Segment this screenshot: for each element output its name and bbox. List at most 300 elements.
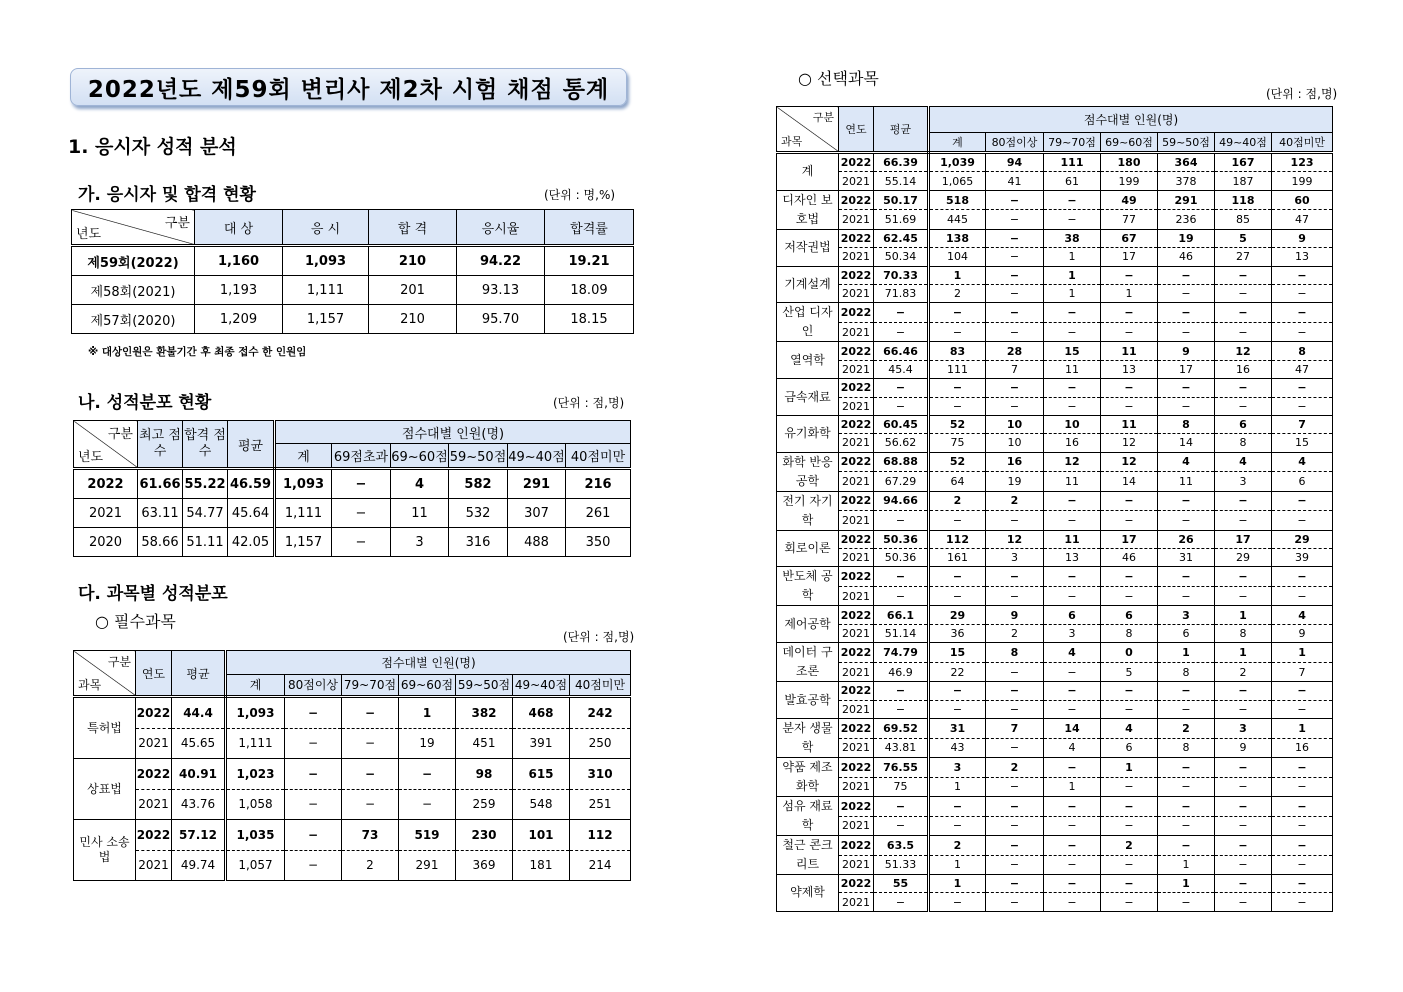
table-cell: 19.21 xyxy=(545,246,634,276)
table-row xyxy=(72,305,634,334)
table-cell: 1,035 xyxy=(226,820,285,851)
table-cell: 18.15 xyxy=(545,305,634,334)
table-cell: 261 xyxy=(566,499,631,528)
table-cell: − xyxy=(1101,797,1158,817)
table-cell: − xyxy=(1158,682,1215,700)
table-cell: − xyxy=(874,816,929,836)
table-cell: 3 xyxy=(1215,472,1272,492)
subject-name: 섬유 재료학 xyxy=(777,797,839,836)
table-cell: 364 xyxy=(1158,153,1215,172)
table-cell: 8 xyxy=(1158,738,1215,758)
subject-name: 분자 생물학 xyxy=(777,719,839,758)
row-label: 제59회(2022) xyxy=(72,246,195,276)
table-cell: − xyxy=(1215,397,1272,415)
year-cell: 2022 xyxy=(839,452,874,472)
table-cell: 1 xyxy=(1044,284,1101,302)
table-cell: − xyxy=(1044,586,1101,606)
table-row xyxy=(777,682,1333,700)
year-cell: 2022 xyxy=(839,719,874,739)
table-cell: 291 xyxy=(1158,190,1215,210)
table-cell: − xyxy=(1158,567,1215,587)
table-cell: − xyxy=(1215,758,1272,778)
table-row xyxy=(74,499,631,528)
table-cell: − xyxy=(1044,682,1101,700)
table-cell: − xyxy=(1272,322,1333,342)
table-cell: − xyxy=(1044,875,1101,893)
table-cell: − xyxy=(285,789,342,820)
table-cell: 64 xyxy=(929,472,986,492)
year-cell: 2021 xyxy=(839,624,874,642)
group-header: 점수대별 인원(명) xyxy=(275,421,631,444)
table-cell: 104 xyxy=(929,248,986,266)
table-cell: − xyxy=(1215,682,1272,700)
table-cell: 468 xyxy=(513,697,570,729)
header-cell: 평균 xyxy=(874,107,929,153)
table-cell: 1,057 xyxy=(226,850,285,881)
table-cell: − xyxy=(929,797,986,817)
table-row xyxy=(777,875,1333,893)
year-cell: 2021 xyxy=(839,397,874,415)
subject-name: 디자인 보호법 xyxy=(777,190,839,229)
year-cell: 2022 xyxy=(136,697,172,729)
table-cell: 47 xyxy=(1272,210,1333,230)
table-cell: 518 xyxy=(929,190,986,210)
table-cell: − xyxy=(1044,397,1101,415)
table-cell: − xyxy=(1215,875,1272,893)
table-cell: − xyxy=(399,789,456,820)
table-row xyxy=(777,567,1333,587)
table-cell: 1 xyxy=(929,875,986,893)
table-cell: − xyxy=(1101,586,1158,606)
year-cell: 2021 xyxy=(839,172,874,190)
table-cell: − xyxy=(986,738,1044,758)
group-header: 점수대별 인원(명) xyxy=(226,651,631,675)
year-cell: 2021 xyxy=(839,511,874,531)
year-cell: 2022 xyxy=(839,758,874,778)
subject-name: 철근 콘크리트 xyxy=(777,836,839,875)
table-cell: 13 xyxy=(1101,360,1158,378)
header-cell: 79~70점 xyxy=(1044,132,1101,152)
table-cell: 94 xyxy=(986,153,1044,172)
table-cell: 27 xyxy=(1215,248,1272,266)
row-label: 제58회(2021) xyxy=(72,276,195,305)
table-cell: 2 xyxy=(929,836,986,856)
table-cell: 66.46 xyxy=(874,342,929,360)
subject-name: 산업 디자인 xyxy=(777,303,839,342)
table-cell: − xyxy=(285,759,342,790)
header-cell: 합 격 xyxy=(369,210,457,246)
table-cell: 28 xyxy=(986,342,1044,360)
table-cell: 3 xyxy=(391,528,449,557)
table-cell: 250 xyxy=(570,728,631,759)
subject-name: 전기 자기학 xyxy=(777,491,839,530)
header-cell: 응시율 xyxy=(457,210,545,246)
table-row xyxy=(777,586,1333,606)
table-cell: 1 xyxy=(1215,606,1272,624)
score-distribution-table xyxy=(73,420,631,557)
table-cell: − xyxy=(986,893,1044,911)
table-cell: 1,111 xyxy=(275,499,332,528)
year-cell: 2021 xyxy=(839,322,874,342)
section-a-heading: 가. 응시자 및 합격 현황 xyxy=(78,185,256,205)
table-cell: − xyxy=(332,469,391,499)
subject-name: 민사 소송법 xyxy=(74,820,136,881)
table-cell: 167 xyxy=(1215,153,1272,172)
table-cell: 67 xyxy=(1101,229,1158,247)
table-row xyxy=(74,789,631,820)
year-cell: 2022 xyxy=(839,606,874,624)
table-cell: 2 xyxy=(1101,836,1158,856)
section-a-note: ※ 대상인원은 환불기간 후 최종 접수 한 인원임 xyxy=(88,346,307,358)
table-cell: − xyxy=(986,797,1044,817)
table-cell: 230 xyxy=(456,820,513,851)
table-cell: 1,093 xyxy=(283,246,369,276)
table-cell: − xyxy=(1215,266,1272,284)
table-cell: − xyxy=(929,893,986,911)
header-cell: 40점미만 xyxy=(1272,132,1333,152)
table-cell: 1,058 xyxy=(226,789,285,820)
table-cell: − xyxy=(342,697,399,729)
table-row xyxy=(74,850,631,881)
table-cell: − xyxy=(1215,816,1272,836)
table-cell: − xyxy=(1272,777,1333,797)
header-cell: 계 xyxy=(929,132,986,152)
table-cell: 63.11 xyxy=(138,499,183,528)
table-cell: − xyxy=(1158,797,1215,817)
table-cell: − xyxy=(1044,511,1101,531)
header-cell: 59~50점 xyxy=(456,674,513,697)
year-cell: 2022 xyxy=(839,153,874,172)
table-cell: 51.69 xyxy=(874,210,929,230)
year-cell: 2022 xyxy=(839,567,874,587)
table-cell: 291 xyxy=(399,850,456,881)
table-cell: − xyxy=(1158,777,1215,797)
header-cell: 69~60점 xyxy=(391,444,449,469)
table-cell: 56.62 xyxy=(874,434,929,452)
section-d-unit: (단위 : 점,명) xyxy=(1266,87,1338,101)
table-cell: 36 xyxy=(929,624,986,642)
table-cell: 112 xyxy=(929,530,986,548)
table-cell: − xyxy=(1101,700,1158,718)
table-cell: 187 xyxy=(1215,172,1272,190)
table-cell: 11 xyxy=(391,499,449,528)
year-cell: 2021 xyxy=(136,789,172,820)
table-cell: − xyxy=(1215,777,1272,797)
table-cell: 3 xyxy=(1215,719,1272,739)
table-cell: 66.1 xyxy=(874,606,929,624)
year-cell: 2022 xyxy=(839,342,874,360)
year-cell: 2021 xyxy=(839,360,874,378)
table-cell: 1 xyxy=(929,855,986,875)
table-cell: 210 xyxy=(369,305,457,334)
table-cell: 9 xyxy=(986,606,1044,624)
subject-name: 회로이론 xyxy=(777,530,839,567)
table-cell: − xyxy=(1158,397,1215,415)
year-cell: 2022 xyxy=(839,379,874,397)
table-cell: − xyxy=(1272,700,1333,718)
year-cell: 2021 xyxy=(839,434,874,452)
year-cell: 2021 xyxy=(839,738,874,758)
table-cell: − xyxy=(1272,797,1333,817)
table-cell: − xyxy=(1044,322,1101,342)
table-cell: 1,111 xyxy=(283,276,369,305)
applicant-status-table xyxy=(71,209,634,334)
table-cell: − xyxy=(1044,210,1101,230)
subject-name: 특허법 xyxy=(74,697,136,759)
table-cell: 2 xyxy=(342,850,399,881)
row-label: 2022 xyxy=(74,469,138,499)
table-cell: 1 xyxy=(1215,643,1272,663)
table-cell: 9 xyxy=(1215,738,1272,758)
header-cell: 49~40점 xyxy=(513,674,570,697)
section-a-unit: (단위 : 명,%) xyxy=(544,188,616,202)
table-cell: − xyxy=(1272,491,1333,511)
table-row xyxy=(777,229,1333,247)
table-cell: 61 xyxy=(1044,172,1101,190)
table-cell: 111 xyxy=(929,360,986,378)
table-cell: − xyxy=(1101,322,1158,342)
table-cell: 532 xyxy=(449,499,508,528)
table-row xyxy=(777,893,1333,911)
table-cell: 3 xyxy=(929,758,986,778)
year-cell: 2022 xyxy=(839,875,874,893)
table-cell: 93.13 xyxy=(457,276,545,305)
table-cell: 31 xyxy=(1158,549,1215,567)
table-cell: 44.4 xyxy=(172,697,226,729)
table-cell: 10 xyxy=(986,415,1044,433)
table-cell: − xyxy=(1044,379,1101,397)
table-cell: 2 xyxy=(1215,662,1272,682)
table-cell: − xyxy=(1101,511,1158,531)
table-cell: 66.39 xyxy=(874,153,929,172)
table-cell: 138 xyxy=(929,229,986,247)
table-cell: 45.64 xyxy=(228,499,275,528)
header-cell: 대 상 xyxy=(195,210,283,246)
table-cell: 68.88 xyxy=(874,452,929,472)
table-cell: − xyxy=(986,816,1044,836)
table-cell: 316 xyxy=(449,528,508,557)
table-cell: 55.14 xyxy=(874,172,929,190)
year-cell: 2022 xyxy=(839,530,874,548)
section-1-heading: 1. 응시자 성적 분석 xyxy=(68,136,237,158)
table-cell: − xyxy=(332,499,391,528)
table-cell: 2 xyxy=(986,491,1044,511)
table-cell: − xyxy=(1044,491,1101,511)
table-cell: 17 xyxy=(1215,530,1272,548)
header-cell: 49~40점 xyxy=(508,444,566,469)
table-cell: − xyxy=(285,820,342,851)
year-cell: 2021 xyxy=(839,284,874,302)
table-cell: 1 xyxy=(399,697,456,729)
table-row xyxy=(777,816,1333,836)
table-cell: 2 xyxy=(929,491,986,511)
table-cell: 9 xyxy=(1272,229,1333,247)
table-cell: − xyxy=(986,322,1044,342)
table-row xyxy=(74,528,631,557)
year-cell: 2022 xyxy=(839,643,874,663)
table-row xyxy=(777,719,1333,739)
table-row xyxy=(777,342,1333,360)
table-cell: − xyxy=(986,682,1044,700)
table-cell: − xyxy=(1158,491,1215,511)
table-cell: − xyxy=(1158,836,1215,856)
header-cell: 80점이상 xyxy=(986,132,1044,152)
table-cell: − xyxy=(342,759,399,790)
table-cell: − xyxy=(1215,491,1272,511)
table-cell: 55 xyxy=(874,875,929,893)
table-cell: 12 xyxy=(1215,342,1272,360)
table-cell: − xyxy=(1215,511,1272,531)
year-cell: 2022 xyxy=(839,836,874,856)
table-cell: 3 xyxy=(986,549,1044,567)
table-cell: − xyxy=(929,816,986,836)
table-cell: − xyxy=(1044,303,1101,323)
year-cell: 2022 xyxy=(839,266,874,284)
table-cell: − xyxy=(1215,586,1272,606)
table-cell: − xyxy=(1158,816,1215,836)
table-cell: 39 xyxy=(1272,549,1333,567)
subject-name: 데이터 구조론 xyxy=(777,643,839,682)
table-cell: 7 xyxy=(1272,662,1333,682)
table-cell: 1 xyxy=(1101,284,1158,302)
table-cell: 13 xyxy=(1044,549,1101,567)
table-row xyxy=(777,662,1333,682)
table-corner: 구분 년도 xyxy=(74,421,138,469)
table-cell: 83 xyxy=(929,342,986,360)
table-cell: − xyxy=(1272,303,1333,323)
table-cell: 60 xyxy=(1272,190,1333,210)
table-cell: − xyxy=(1101,303,1158,323)
table-cell: − xyxy=(874,700,929,718)
table-cell: 49 xyxy=(1101,190,1158,210)
table-cell: 1,157 xyxy=(275,528,332,557)
table-row xyxy=(777,266,1333,284)
subject-name: 약품 제조화학 xyxy=(777,758,839,797)
table-cell: − xyxy=(1158,303,1215,323)
table-cell: 50.17 xyxy=(874,190,929,210)
table-cell: 1 xyxy=(1044,248,1101,266)
subject-name: 발효공학 xyxy=(777,682,839,719)
table-cell: − xyxy=(929,511,986,531)
table-row xyxy=(74,697,631,729)
year-cell: 2022 xyxy=(136,820,172,851)
table-cell: − xyxy=(1272,284,1333,302)
table-cell: − xyxy=(1101,875,1158,893)
table-row xyxy=(777,797,1333,817)
table-cell: 519 xyxy=(399,820,456,851)
table-cell: − xyxy=(1101,567,1158,587)
table-cell: 1,157 xyxy=(283,305,369,334)
table-cell: 210 xyxy=(369,246,457,276)
table-cell: 1,065 xyxy=(929,172,986,190)
table-cell: − xyxy=(1272,379,1333,397)
table-cell: − xyxy=(1215,836,1272,856)
year-cell: 2021 xyxy=(839,248,874,266)
table-cell: 4 xyxy=(1215,452,1272,472)
table-cell: 1,111 xyxy=(226,728,285,759)
table-cell: 112 xyxy=(570,820,631,851)
table-row xyxy=(777,624,1333,642)
required-subjects-table xyxy=(73,650,631,881)
table-cell: 57.12 xyxy=(172,820,226,851)
table-cell: 49.74 xyxy=(172,850,226,881)
table-cell: − xyxy=(1101,397,1158,415)
table-cell: 18.09 xyxy=(545,276,634,305)
table-cell: 75 xyxy=(874,777,929,797)
table-cell: − xyxy=(1158,893,1215,911)
table-cell: 29 xyxy=(1215,549,1272,567)
year-cell: 2021 xyxy=(839,777,874,797)
year-cell: 2021 xyxy=(839,816,874,836)
table-cell: 54.77 xyxy=(183,499,228,528)
table-cell: − xyxy=(1101,379,1158,397)
table-cell: 10 xyxy=(986,434,1044,452)
table-row xyxy=(777,153,1333,172)
table-cell: 4 xyxy=(391,469,449,499)
table-cell: − xyxy=(1044,700,1101,718)
table-cell: − xyxy=(342,728,399,759)
table-cell: 3 xyxy=(1158,606,1215,624)
table-row xyxy=(777,855,1333,875)
year-cell: 2022 xyxy=(839,190,874,210)
table-cell: 451 xyxy=(456,728,513,759)
table-cell: 51.11 xyxy=(183,528,228,557)
table-row xyxy=(777,452,1333,472)
table-cell: 4 xyxy=(1044,643,1101,663)
header-cell: 69~60점 xyxy=(1101,132,1158,152)
table-cell: 548 xyxy=(513,789,570,820)
header-cell: 평균 xyxy=(172,651,226,697)
table-cell: − xyxy=(1272,682,1333,700)
table-cell: 5 xyxy=(1215,229,1272,247)
table-cell: 95.70 xyxy=(457,305,545,334)
table-row xyxy=(777,322,1333,342)
table-cell: − xyxy=(874,303,929,323)
table-cell: 251 xyxy=(570,789,631,820)
table-cell: − xyxy=(1272,567,1333,587)
table-cell: 22 xyxy=(929,662,986,682)
table-cell: 615 xyxy=(513,759,570,790)
table-cell: 19 xyxy=(399,728,456,759)
table-cell: 181 xyxy=(513,850,570,881)
table-cell: 46 xyxy=(1158,248,1215,266)
table-cell: 11 xyxy=(1101,415,1158,433)
table-cell: − xyxy=(929,397,986,415)
table-cell: 488 xyxy=(508,528,566,557)
header-cell: 79~70점 xyxy=(342,674,399,697)
table-row xyxy=(72,246,634,276)
table-cell: 40.91 xyxy=(172,759,226,790)
table-cell: 43.81 xyxy=(874,738,929,758)
table-cell: − xyxy=(1272,266,1333,284)
table-cell: 6 xyxy=(1215,415,1272,433)
table-row xyxy=(74,469,631,499)
year-cell: 2022 xyxy=(839,491,874,511)
table-cell: − xyxy=(986,229,1044,247)
table-cell: 2 xyxy=(1158,719,1215,739)
header-cell: 연도 xyxy=(136,651,172,697)
table-cell: 1,160 xyxy=(195,246,283,276)
table-cell: − xyxy=(1272,511,1333,531)
table-cell: − xyxy=(1272,758,1333,778)
subject-name: 기계설계 xyxy=(777,266,839,303)
table-cell: − xyxy=(1101,777,1158,797)
table-cell: 12 xyxy=(1101,452,1158,472)
table-cell: − xyxy=(1044,758,1101,778)
table-row xyxy=(777,777,1333,797)
table-cell: − xyxy=(1158,322,1215,342)
table-cell: 42.05 xyxy=(228,528,275,557)
